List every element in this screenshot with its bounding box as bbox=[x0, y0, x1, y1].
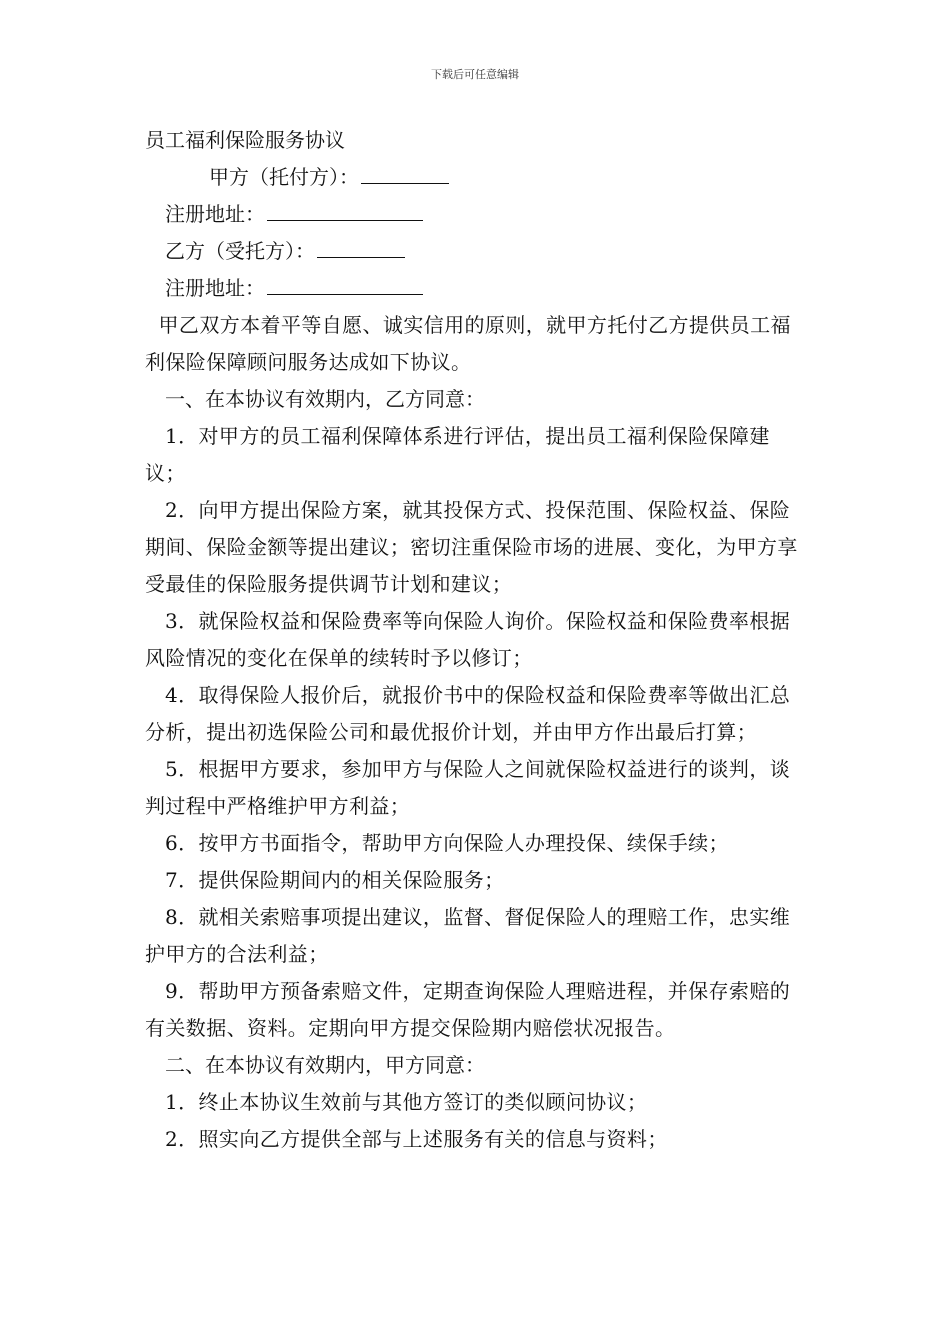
section-2-item: 2．照实向乙方提供全部与上述服务有关的信息与资料； bbox=[165, 1127, 668, 1151]
section-1-item: 8．就相关索赔事项提出建议，监督、督促保险人的理赔工作，忠实维护甲方的合法利益； bbox=[145, 905, 791, 966]
header-note: 下载后可任意编辑 bbox=[431, 68, 519, 81]
party-b-blank bbox=[317, 233, 405, 258]
address-label-1: 注册地址： bbox=[165, 202, 265, 226]
section-1-item: 1．对甲方的员工福利保障体系进行评估，提出员工福利保险保障建议； bbox=[145, 424, 770, 485]
section-1-heading: 一、在本协议有效期内，乙方同意： bbox=[165, 387, 485, 411]
section-2-item: 1．终止本协议生效前与其他方签订的类似顾问协议； bbox=[165, 1090, 648, 1114]
party-b-label: 乙方（受托方）： bbox=[165, 239, 315, 263]
intro-paragraph bbox=[145, 307, 810, 381]
section-1-item: 4．取得保险人报价后，就报价书中的保险权益和保险费率等做出汇总分析，提出初选保险公司和最优报价计划，并由甲方作出最后打算； bbox=[145, 683, 791, 744]
address-line-1 bbox=[145, 196, 810, 233]
address-blank-1 bbox=[267, 196, 423, 221]
section-1-item: 5．根据甲方要求，参加甲方与保险人之间就保险权益进行的谈判，谈判过程中严格维护甲方利益； bbox=[145, 757, 791, 818]
party-a-line bbox=[145, 159, 810, 196]
address-label-2: 注册地址： bbox=[165, 276, 265, 300]
section-1-item: 3．就保险权益和保险费率等向保险人询价。保险权益和保险费率根据风险情况的变化在保单的续转时予以修订； bbox=[145, 609, 791, 670]
document-title: 员工福利保险服务协议 bbox=[145, 128, 345, 152]
party-b-line bbox=[145, 233, 810, 270]
address-blank-2 bbox=[267, 270, 423, 295]
section-1-item: 2．向甲方提出保险方案，就其投保方式、投保范围、保险权益、保险期间、保险金额等提出建议；密切注重保险市场的进展、变化，为甲方享受最佳的保险服务提供调节计划和建议； bbox=[145, 498, 798, 596]
party-a-blank bbox=[361, 159, 449, 184]
section-2-heading: 二、在本协议有效期内，甲方同意： bbox=[165, 1053, 485, 1077]
agreement-body bbox=[145, 122, 810, 1158]
intro-text: 甲乙双方本着平等自愿、诚实信用的原则，就甲方托付乙方提供员工福利保险保障顾问服务达成如下协议。 bbox=[145, 313, 791, 374]
party-a-label: 甲方（托付方）： bbox=[209, 165, 359, 189]
address-line-2 bbox=[145, 270, 810, 307]
section-1-item: 7．提供保险期间内的相关保险服务； bbox=[165, 868, 505, 892]
section-1-item: 9．帮助甲方预备索赔文件，定期查询保险人理赔进程，并保存索赔的有关数据、资料。定期向甲方提交保险期内赔偿状况报告。 bbox=[145, 979, 791, 1040]
section-1-item: 6．按甲方书面指令，帮助甲方向保险人办理投保、续保手续； bbox=[165, 831, 729, 855]
